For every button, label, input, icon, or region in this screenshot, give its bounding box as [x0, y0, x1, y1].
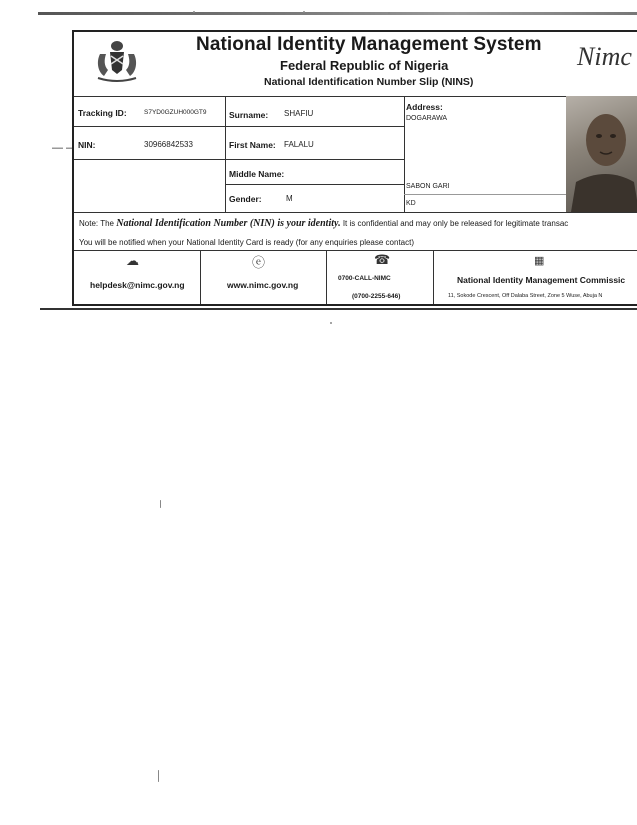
nin-label: NIN:	[78, 140, 96, 150]
grid-line	[74, 250, 637, 251]
gender-value: M	[286, 194, 293, 203]
note-line-1	[79, 218, 568, 229]
scan-speck	[193, 11, 195, 13]
margin-dash: — –	[52, 142, 73, 154]
note-emphasis: National Identification Number (NIN) is your identity.	[116, 218, 341, 229]
scan-speck	[303, 11, 305, 13]
middle-name-label: Middle Name:	[229, 169, 285, 179]
subtitle: Federal Republic of Nigeria	[280, 58, 449, 73]
portrait-image	[566, 96, 637, 212]
scan-speck	[388, 12, 390, 14]
note-line-2: You will be notified when your National Identity Card is ready (for any enquiries please contact)	[79, 238, 414, 247]
note-prefix: Note: The	[79, 219, 114, 228]
nin-slip	[72, 30, 637, 306]
phone-icon: ☎	[374, 252, 391, 267]
phone-number: (0700-2255-646)	[352, 293, 401, 300]
address-line-3: KD	[406, 200, 416, 207]
grid-line	[326, 250, 327, 306]
tracking-id-label: Tracking ID:	[78, 108, 127, 118]
gender-label: Gender:	[229, 194, 262, 204]
grid-line	[433, 250, 434, 306]
nin-value: 30966842533	[144, 140, 193, 149]
surname-value: SHAFIU	[284, 109, 314, 118]
grid-line	[225, 184, 404, 185]
page-title: National Identity Management System	[196, 34, 542, 55]
tracking-id-value: S7YD0GZUH000GT9	[144, 109, 207, 116]
email-link[interactable]: helpdesk@nimc.gov.ng	[90, 280, 185, 290]
phone-label: 0700-CALL-NIMC	[338, 275, 391, 282]
coat-of-arms-icon	[92, 36, 142, 84]
grid-line	[74, 159, 404, 160]
address-line-2: SABON GARI	[406, 183, 450, 190]
office-address: 11, Sokode Crescent, Off Dalaba Street, Zone 5 Wuse, Abuja N	[448, 293, 603, 299]
nimc-logo: Nimc	[577, 42, 632, 71]
passport-photo	[566, 96, 637, 212]
scan-speck	[160, 500, 161, 508]
office-name: National Identity Management Commissic	[457, 275, 626, 285]
first-name-value: FALALU	[284, 140, 314, 149]
scan-edge-top	[38, 12, 637, 15]
grid-line	[404, 194, 566, 195]
grid-line	[200, 250, 201, 306]
website-link[interactable]: www.nimc.gov.ng	[227, 280, 299, 290]
first-name-label: First Name:	[229, 140, 276, 150]
browser-icon: ⓔ	[252, 255, 266, 270]
cloud-icon: ☁	[126, 253, 139, 268]
address-line-1: DOGARAWA	[406, 115, 448, 122]
grid-line	[225, 96, 226, 212]
grid-line	[74, 212, 637, 213]
scan-speck	[330, 322, 332, 324]
slip-title: National Identification Number Slip (NINS)	[264, 76, 474, 88]
surname-label: Surname:	[229, 110, 269, 120]
building-icon: ▦	[534, 255, 545, 267]
grid-line	[74, 126, 404, 127]
scan-speck	[158, 770, 159, 782]
address-label: Address:	[406, 102, 443, 112]
slip-header	[74, 32, 637, 97]
scan-edge-bottom	[40, 308, 637, 310]
note-suffix: It is confidential and may only be released for legitimate transac	[342, 219, 569, 228]
